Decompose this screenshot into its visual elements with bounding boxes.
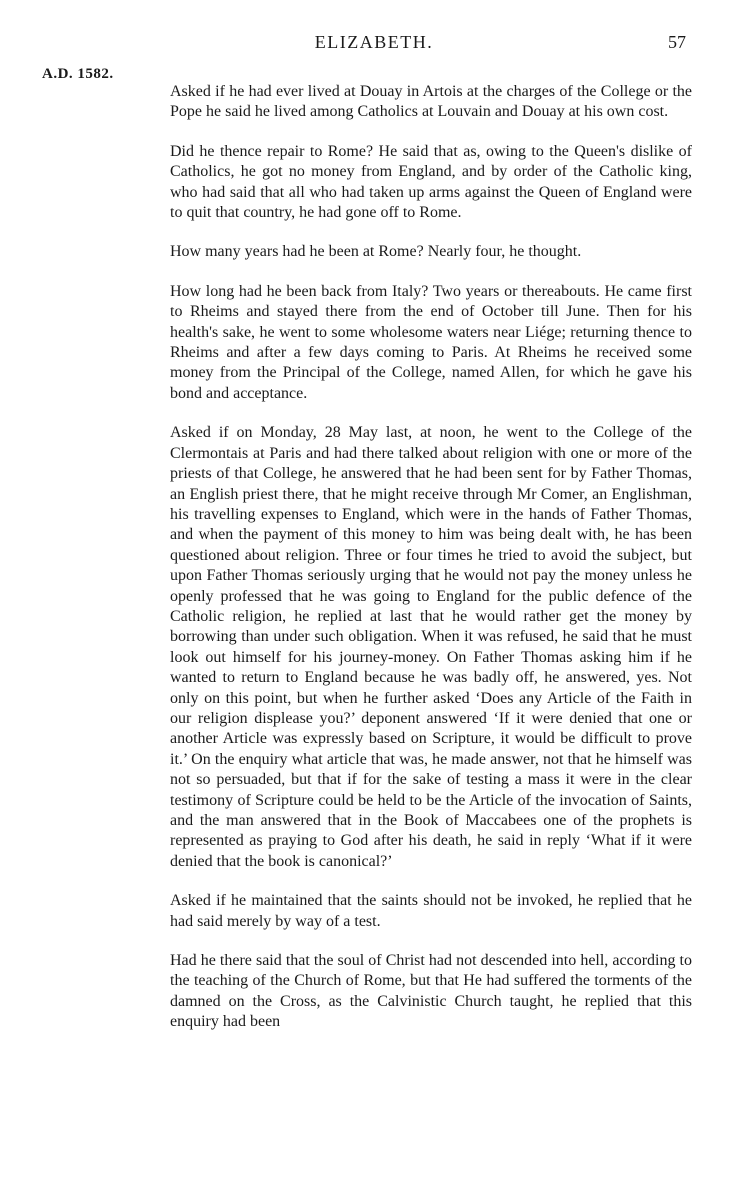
paragraph: Asked if he had ever lived at Douay in Artois at the charges of the College or the Pope he said he lived among Catholics at Louvain and Douay at his own cost. [170,83,692,121]
paragraph: Had he there said that the soul of Christ had not descended into hell, according to the teaching of the Church of Rome, but that He had suffered the torments of the damned on the Cross, as the Calvinistic Church taught, he replied that this enquiry had been [170,952,692,1031]
paragraph: How long had he been back from Italy? Two years or thereabouts. He came first to Rheims and stayed there from the end of October till June. Then for his health's sake, he went to some wholesome waters near Liége; returning thence to Rheims and after a few days coming to Paris. At Rheims he received some money from the Principal of the College, named Allen, for which he gave his bond and acceptance. [170,282,692,402]
margin-date: A.D. 1582. [42,66,114,82]
paragraph: Asked if he maintained that the saints should not be invoked, he replied that he had said merely by way of a test. [170,892,692,930]
page-number: 57 [668,32,686,52]
paragraph: Asked if on Monday, 28 May last, at noon, he went to the College of the Clermontais at Paris and had there talked about religion with one or more of the priests of that College, he answered that he had been sent for by Father Thomas, an English priest there, that he might receive through Mr Comer, an Englishman, his travelling expenses to England, which were in the hands of Father Thomas, and when the payment of this money to him was being dealt with, he has been questioned about religion. Three or four times he tried to avoid the subject, but upon Father Thomas seriously urging that he would not pay the money unless he openly professed that he was going to England for the public defence of the Catholic religion, he replied at last that he would rather get the money by borrowing than under such obligation. When it was refused, he said that he must look out himself for his journey-money. On Father Thomas asking him if he wanted to return to England because he was badly off, he answered, yes. Not only on this point, but when he further asked ‘Does any Article of the Faith in our religion displease you?’ deponent answered ‘If it were denied that one or another Article was expressly based on Scripture, it would be difficult to prove it.’ On the enquiry what article that was, he made answer, not that he himself was not so persuaded, but that if for the sake of testing a mass it were in the clear testimony of Scripture could be held to be the Article of the invocation of Saints, and the man answered that in the Book of Maccabees one of the prophets is represented as praying to God after his death, he said in reply ‘What if it were denied that the book is canonical?’ [170,424,692,870]
body-text [170,82,692,1033]
paragraph: How many years had he been at Rome? Nearly four, he thought. [170,243,582,261]
paragraph: Did he thence repair to Rome? He said that as, owing to the Queen's dislike of Catholics, he got no money from England, and by order of the Catholic king, who had said that all who had taken up arms against the Queen of England were to quit that country, he had gone off to Rome. [170,142,692,222]
page-header [0,32,748,56]
running-title: ELIZABETH. [314,32,434,52]
